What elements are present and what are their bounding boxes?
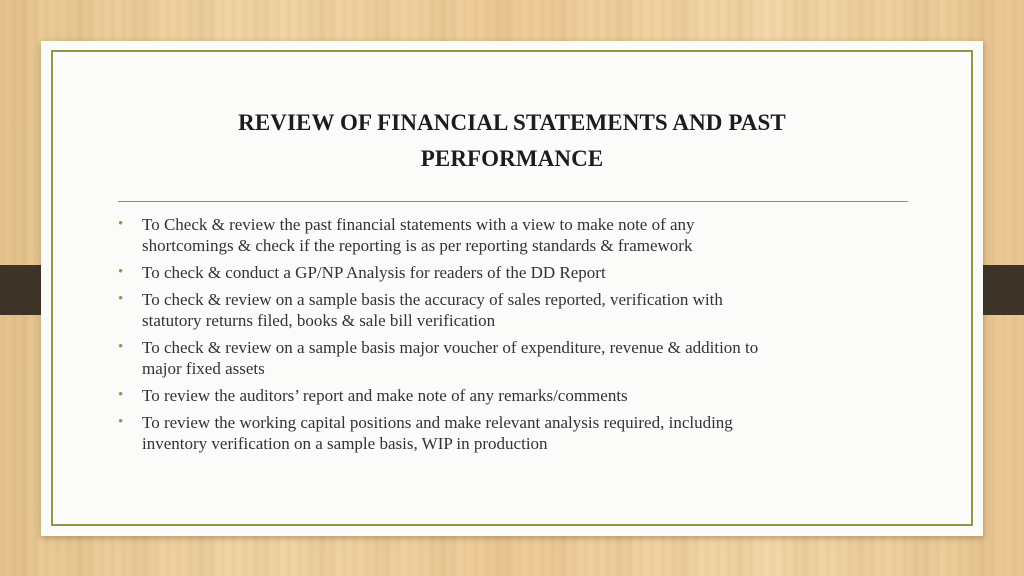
title-divider	[118, 201, 908, 202]
slide-title	[101, 105, 923, 177]
bullet-text-line: shortcomings & check if the reporting is as per reporting standards & framework	[142, 236, 693, 255]
bullet-item	[118, 289, 918, 331]
bullet-dot-icon: •	[118, 414, 124, 430]
bullet-dot-icon: •	[118, 291, 124, 307]
bullet-text-line: To check & review on a sample basis the accuracy of sales reported, verification with	[142, 290, 723, 309]
bullet-item	[118, 214, 918, 256]
slide-title-line-2: PERFORMANCE	[420, 146, 604, 171]
bullet-dot-icon: •	[118, 387, 124, 403]
slide-title-line-1: REVIEW OF FINANCIAL STATEMENTS AND PAST	[238, 110, 786, 135]
bullet-text-line: To review the working capital positions and make relevant analysis required, including	[142, 413, 733, 432]
bullet-text-line: To Check & review the past financial statements with a view to make note of any	[142, 215, 695, 234]
bullet-dot-icon: •	[118, 264, 124, 280]
bullet-text-line: major fixed assets	[142, 359, 265, 378]
bullet-dot-icon: •	[118, 216, 124, 232]
bullet-text-line: To review the auditors’ report and make note of any remarks/comments	[142, 386, 628, 405]
bullet-text-line: statutory returns filed, books & sale bill verification	[142, 311, 496, 330]
bullet-item	[118, 385, 918, 406]
bullet-item	[118, 412, 918, 454]
bullet-text-line: To check & conduct a GP/NP Analysis for readers of the DD Report	[142, 263, 606, 282]
slide-paper	[41, 41, 983, 536]
bullet-dot-icon: •	[118, 339, 124, 355]
bullet-text-line: inventory verification on a sample basis, WIP in production	[142, 434, 548, 453]
bullet-text-line: To check & review on a sample basis major voucher of expenditure, revenue & addition to	[142, 338, 759, 357]
bullet-list	[118, 214, 918, 460]
bullet-item	[118, 262, 918, 283]
bullet-item	[118, 337, 918, 379]
